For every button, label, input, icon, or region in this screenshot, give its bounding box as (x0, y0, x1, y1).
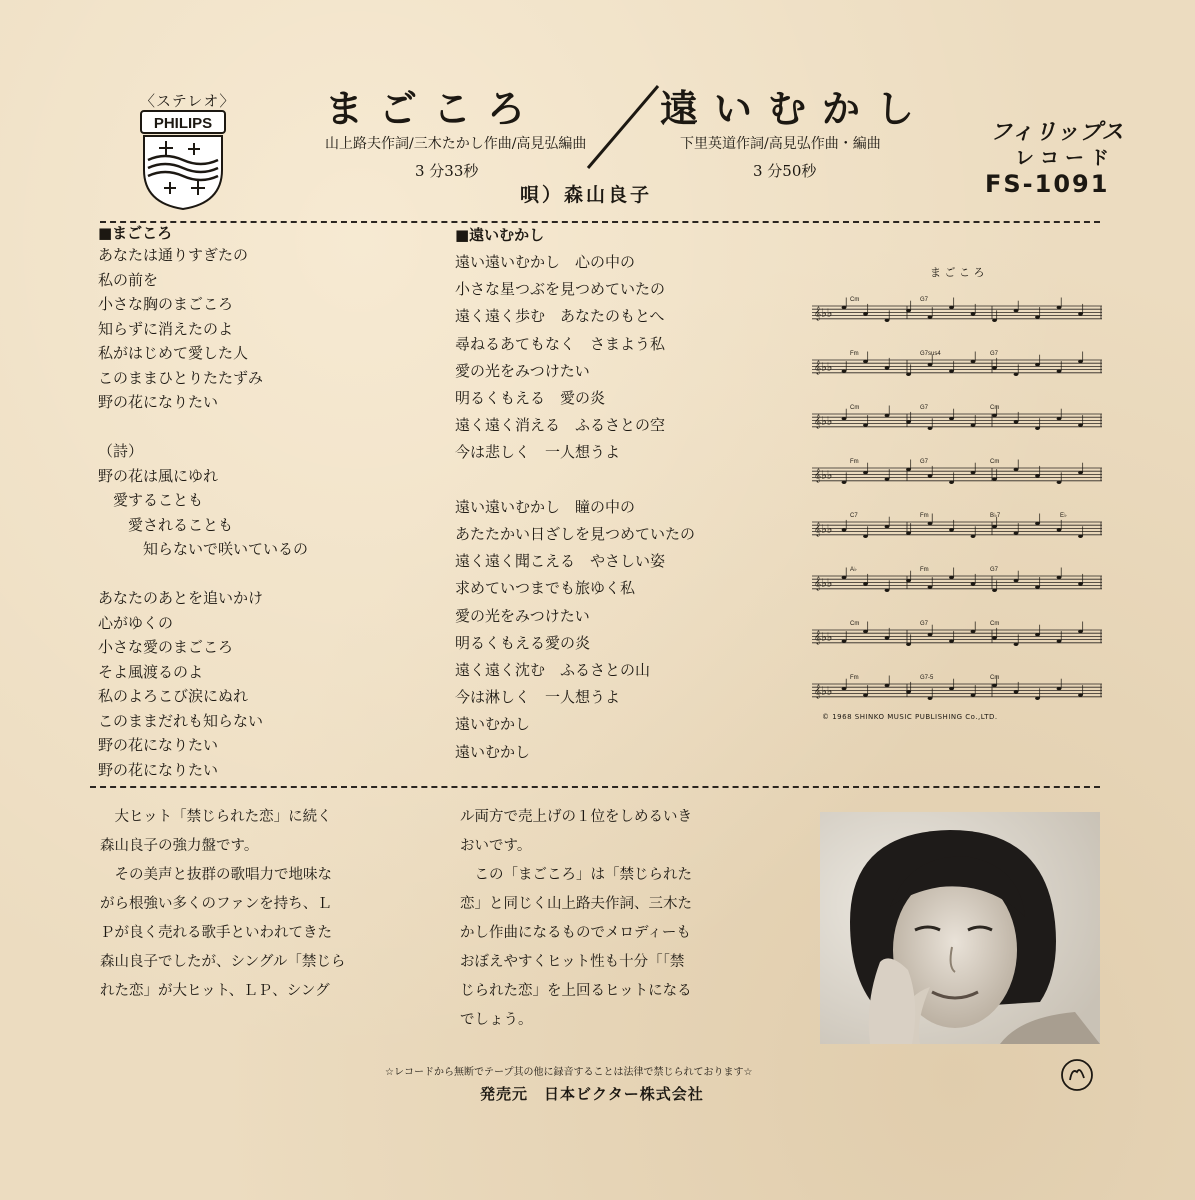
title-a: まごころ (325, 86, 542, 131)
chord-symbol: G7 (990, 567, 999, 573)
chord-symbol: B♭7 (990, 513, 1001, 519)
title-slash (580, 80, 670, 172)
lyrics-b-line: 今は悲しく 一人想うよ (455, 443, 621, 462)
singer-credit: 唄）森山良子 (520, 184, 653, 206)
jis-mark-icon (1060, 1058, 1094, 1092)
chord-symbol: G7 (920, 297, 929, 303)
lyrics-b-line: あたたかい日ざしを見つめていたの (455, 525, 696, 544)
lyrics-b-line: 遠く遠く聞こえる やさしい姿 (455, 552, 666, 571)
chord-symbol: Cm (990, 459, 1000, 465)
staff (812, 351, 1102, 376)
lyrics-b-line: 尋ねるあてもなく さまよう私 (455, 334, 666, 353)
svg-text:𝄞♭♭: 𝄞♭♭ (814, 468, 833, 482)
lyrics-b-line: 遠く遠く歩む あなたのもとへ (455, 307, 665, 326)
chord-symbol: Fm (850, 351, 859, 357)
lyrics-a-line: 知らずに消えたのよ (98, 319, 234, 338)
catalog-number: FS-1091 (985, 170, 1110, 198)
staff (812, 405, 1102, 430)
lyrics-a-line: 心がゆくの (98, 613, 174, 632)
staff (812, 566, 1102, 592)
lyrics-b-line: 遠い遠いむかし 瞳の中の (455, 497, 636, 516)
lyrics-b-heading: ■遠いむかし (455, 226, 545, 244)
lyrics-a-line: そよ風渡るのよ (98, 662, 204, 681)
liner-notes-left: 大ヒット「禁じられた恋」に続く 森山良子の強力盤です。 その美声と抜群の歌唱力で地味な がら根強い多くのファンを持ち、Ｌ Ｐが良く売れる歌手といわれてきた 森山良子でしたが、シングル「禁じら れた恋」が大ヒット、ＬＰ、シング (100, 809, 346, 999)
lyrics-a-lines (98, 243, 308, 782)
lyrics-b-line: 求めていつまでも旅ゆく私 (455, 579, 636, 598)
staff (812, 512, 1102, 538)
lyrics-a-line: 野の花になりたい (98, 736, 219, 754)
svg-text:𝄞♭♭: 𝄞♭♭ (814, 684, 833, 698)
svg-text:𝄞♭♭: 𝄞♭♭ (814, 522, 833, 536)
svg-text:𝄞♭♭: 𝄞♭♭ (814, 630, 833, 644)
lyrics-b-line: 愛の光をみつけたい (455, 361, 590, 380)
lyrics-a-line: 野の花は風にゆれ (98, 466, 219, 485)
duration-a: 3 分33秒 (415, 162, 479, 180)
staff (812, 675, 1102, 700)
label-name: フィリップス (990, 120, 1125, 145)
artist-photo (820, 812, 1100, 1044)
philips-wordmark: PHILIPS (153, 115, 213, 132)
chord-symbol: G7 (920, 621, 929, 627)
svg-text:𝄞♭♭: 𝄞♭♭ (814, 306, 833, 320)
lyrics-b-line: 遠い遠いむかし 心の中の (455, 253, 636, 271)
chord-symbol: G7-5 (920, 675, 934, 681)
lyrics-a-line: 愛することも (98, 491, 204, 509)
credit-a: 山上路夫作詞/三木たかし作曲/高見弘編曲 (325, 136, 587, 152)
lyrics-b-line (455, 467, 695, 494)
lyrics-a-line: このままひとりたたずみ (98, 368, 264, 387)
lyrics-b-lines (455, 249, 695, 766)
chord-symbol: C7 (850, 513, 858, 519)
lyrics-a (98, 222, 308, 782)
liner-notes-right: ル両方で売上げの１位をしめるいき おいです。 この「まごころ」は「禁じられた 恋」と同じく山上路夫作詞、三木た かし作曲になるものでメロディーも おぼえやすくヒット性も十分「「禁 じられた恋」を上回るヒットになる でしょう。 (460, 809, 692, 1028)
chord-symbol: Fm (850, 675, 859, 681)
lyrics-a-line: 私のよろこび涙にぬれ (98, 687, 249, 705)
score-copyright: © 1968 SHINKO MUSIC PUBLISHING Co.,LTD. (822, 713, 998, 721)
lyrics-a-line: 知らないで咲いているの (98, 540, 309, 558)
lyrics-b (455, 224, 695, 766)
lyrics-a-line: あなたのあとを追いかけ (98, 589, 264, 607)
chord-symbol: Fm (850, 459, 859, 465)
lyrics-b-line: 小さな星つぶを見つめていたの (455, 280, 666, 299)
lyrics-a-line: 小さな胸のまごころ (98, 295, 234, 313)
lyrics-a-line (98, 415, 308, 440)
duration-b: 3 分50秒 (753, 162, 817, 180)
chord-symbol: E♭ (1060, 513, 1067, 519)
lyrics-b-line: 遠いむかし (455, 715, 531, 734)
chord-symbol: A♭ (850, 567, 857, 573)
lyrics-a-line: 野の花になりたい (98, 393, 219, 411)
copyright-warning: ☆レコードから無断でテープ其の他に録音することは法律で禁じられております☆ (385, 1067, 753, 1078)
chord-symbol: G7 (920, 459, 929, 465)
lyrics-a-line: 愛されることも (98, 515, 234, 534)
lyrics-a-line (98, 562, 308, 587)
title-b: 遠いむかし (660, 86, 931, 131)
lyrics-b-line: 遠く遠く沈む ふるさとの山 (455, 661, 651, 680)
lyrics-a-line: このままだれも知らない (98, 711, 264, 730)
lyrics-b-line: 愛の光をみつけたい (455, 606, 590, 625)
lyrics-b-line: 遠く遠く消える ふるさとの空 (455, 416, 666, 435)
chord-symbol: G7 (990, 351, 999, 357)
lyrics-a-line: 小さな愛のまごころ (98, 638, 234, 656)
lyrics-b-line: 明るくもえる 愛の炎 (455, 389, 606, 408)
lyrics-b-line: 明るくもえる愛の炎 (455, 633, 591, 652)
lyrics-a-line: 私がはじめて愛した人 (98, 344, 249, 362)
staff (812, 459, 1102, 484)
chord-symbol: Fm (920, 513, 929, 519)
sheet-music (812, 258, 1104, 728)
chord-symbol: Cm (990, 621, 1000, 627)
score-title: ま ご こ ろ (930, 266, 985, 279)
chord-symbol: Cm (850, 297, 860, 303)
lyrics-a-line: 私の前を (98, 270, 159, 289)
chord-symbol: Cm (990, 405, 1000, 411)
lyrics-a-line: 野の花になりたい (98, 760, 219, 779)
staff (812, 621, 1102, 646)
lyrics-b-line: 遠いむかし (455, 742, 531, 761)
svg-text:𝄞♭♭: 𝄞♭♭ (814, 576, 833, 590)
lyrics-b-line: 今は淋しく 一人想うよ (455, 688, 621, 707)
stereo-label: 〈ステレオ〉 (140, 92, 236, 110)
lyrics-a-line: あなたは通りすぎたの (98, 246, 249, 264)
chord-symbol: G7 (920, 405, 929, 411)
staff (812, 297, 1102, 322)
lyrics-a-line: （詩） (98, 442, 144, 460)
svg-text:𝄞♭♭: 𝄞♭♭ (814, 414, 833, 428)
chord-symbol: Cm (850, 621, 860, 627)
notes-divider (90, 786, 1100, 788)
credit-b: 下里英道作詞/高見弘作曲・編曲 (680, 136, 881, 152)
chord-symbol: Cm (990, 675, 1000, 681)
chord-symbol: G7sus4 (920, 351, 941, 357)
chord-symbol: Cm (850, 405, 860, 411)
svg-text:𝄞♭♭: 𝄞♭♭ (814, 360, 833, 374)
label-sub: レコード (1015, 147, 1116, 169)
distributor: 発売元 日本ビクター株式会社 (480, 1085, 704, 1103)
philips-logo (138, 108, 228, 212)
lyrics-a-heading: ■まごころ (98, 224, 173, 242)
chord-symbol: Fm (920, 567, 929, 573)
